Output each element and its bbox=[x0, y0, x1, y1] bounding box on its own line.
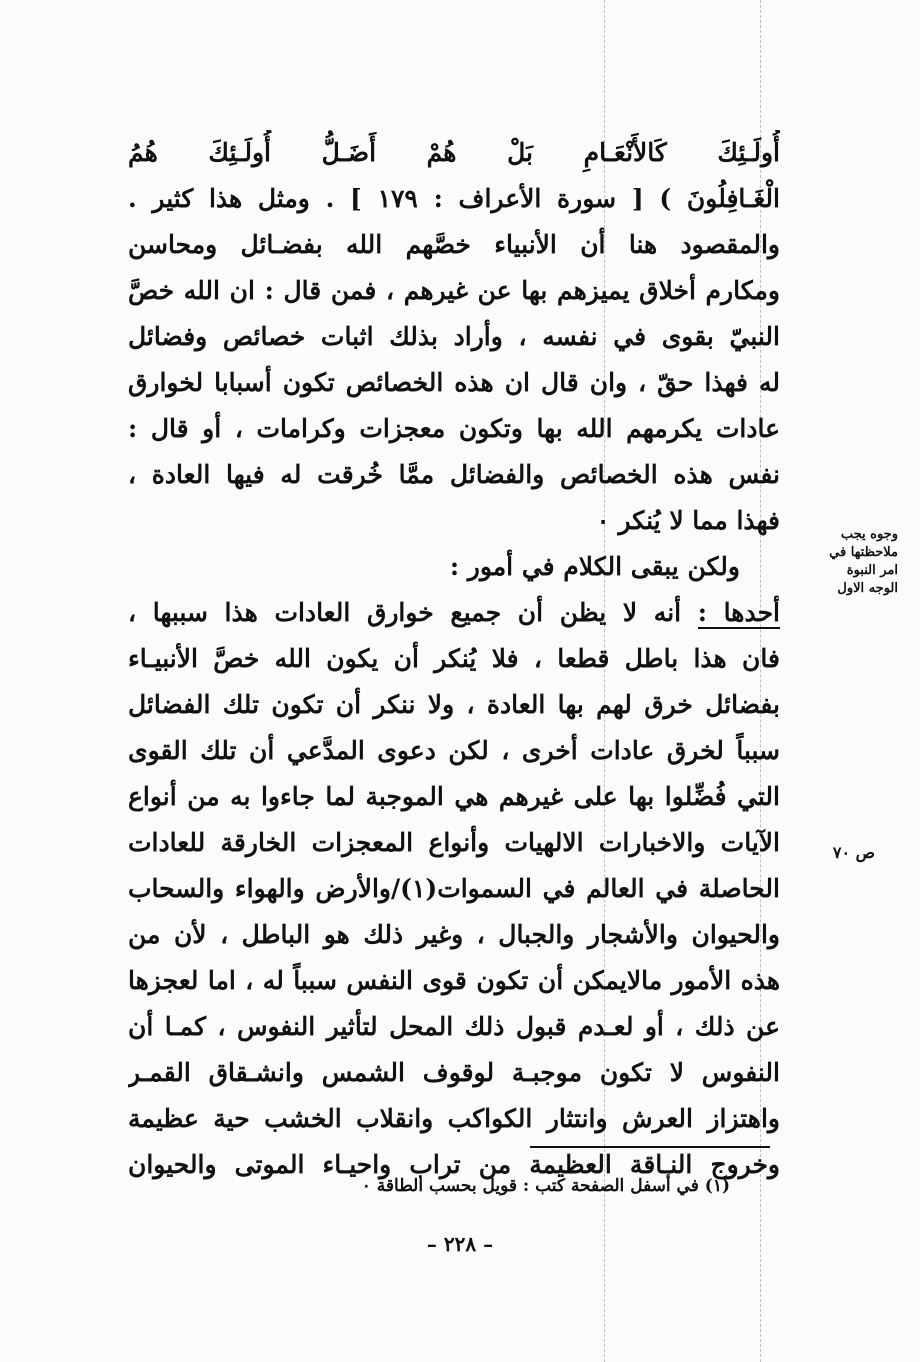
margin-note-line: وجوه يجب bbox=[840, 527, 898, 542]
footnote: (١) في أسفل الصفحة كتب : قويل بحسب الطاقة ٠ bbox=[361, 1176, 730, 1196]
text-line: واهتزاز العرش وانتثار الكواكب وانقلاب الخشب حية عظيمة bbox=[128, 1104, 780, 1133]
margin-note bbox=[778, 526, 898, 598]
margin-note-line: امر النبوة bbox=[846, 563, 898, 578]
main-text bbox=[128, 130, 780, 1188]
text-line: أُولَـئِكَ كَالأَنْعَـامِ بَلْ هُمْ أَضَـلُّ أُولَـئِكَ هُمُ bbox=[128, 138, 780, 167]
text-line: عادات يكرمهم الله بها وتكون معجزات وكرامات ، أو قال : bbox=[128, 414, 780, 443]
text-line: التي فُضِّلوا بها على غيرهم هي الموجبة لما جاءوا به من أنواع bbox=[128, 782, 780, 811]
text-line: النبيّ بقوى في نفسه ، وأراد بذلك اثبات خصائص وفضائل bbox=[128, 322, 780, 351]
text-line: الآيات والاخبارات الالهيات وأنواع المعجزات الخارقة للعادات bbox=[128, 828, 780, 857]
text-line: فان هذا باطل قطعا ، فلا يُنكر أن يكون الله خصَّ الأنبيـاء bbox=[128, 644, 780, 673]
text-line: وخروج النـاقة العظيمة من تراب واحيـاء الموتى والحيوان bbox=[128, 1150, 780, 1179]
footnote-rule bbox=[530, 1146, 770, 1148]
text-line: الحاصلة في العالم في السموات(١)/والأرض والهواء والسحاب bbox=[128, 874, 780, 903]
text-line: بفضائل خرق لهم بها العادة ، ولا ننكر أن تكون تلك الفضائل bbox=[128, 690, 780, 719]
text-line: النفوس لا تكون موجبـة لوقوف الشمس وانشـقاق القمـر bbox=[128, 1058, 780, 1087]
text-line: هذه الأمور مالايمكن أن تكون قوى النفس سبباً له ، اما لعجزها bbox=[128, 966, 780, 995]
text-line: عن ذلك ، أو لعـدم قبول ذلك المحل لتأثير النفوس ، كمـا أن bbox=[128, 1012, 780, 1041]
margin-note-line: ملاحظتها في bbox=[829, 545, 898, 560]
text-line: والمقصود هنا أن الأنبياء خصَّهم الله بفضـائل ومحاسن bbox=[128, 230, 780, 259]
text-line: نفس هذه الخصائص والفضائل ممَّا خُرقت له فيها العادة ، bbox=[128, 460, 780, 489]
text-line: والحيوان والأشجار والجبال ، وغير ذلك هو الباطل ، لأن من bbox=[128, 920, 780, 949]
text-line: ولكن يبقى الكلام في أمور : bbox=[449, 552, 740, 581]
margin-note-line: الوجه الاول bbox=[837, 581, 898, 596]
first-point-label: أحدها : bbox=[697, 598, 780, 627]
text-line: ومكارم أخلاق يميزهم بها عن غيرهم ، فمن قال : ان الله خصَّ bbox=[128, 276, 780, 305]
text-line: له فهذا حقّ ، وان قال ان هذه الخصائص تكون أسبابا لخوارق bbox=[128, 368, 780, 397]
text-line: فهذا مما لا يُنكر ٠ bbox=[596, 506, 780, 535]
text-line: سبباً لخرق عادات أخرى ، لكن دعوى المدَّعي أن تلك القوى bbox=[128, 736, 780, 765]
text-line: الْغَـافِلُونَ ) [ سورة الأعراف : ١٧٩ ] . ومثل هذا كثير . bbox=[128, 184, 780, 213]
text-line-rest: أنه لا يظن أن جميع خوارق العادات هذا سببها ، bbox=[128, 598, 682, 627]
page-number: – ٢٢٨ – bbox=[426, 1232, 494, 1256]
manuscript-page-ref: ص ٧٠ bbox=[832, 843, 875, 862]
text-line bbox=[128, 590, 780, 636]
